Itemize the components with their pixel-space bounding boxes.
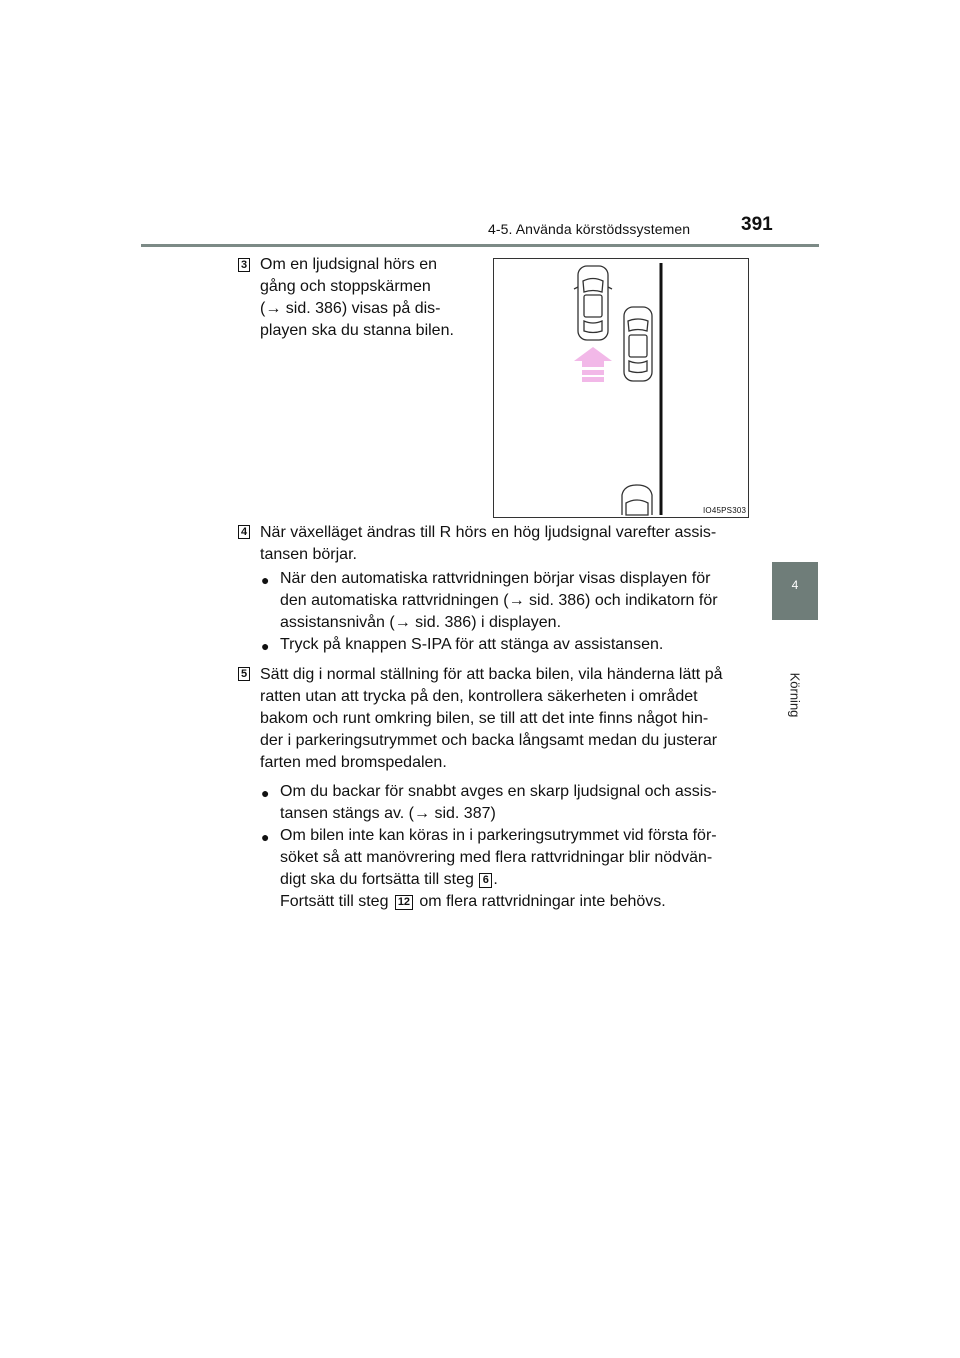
text-line: playen ska du stanna bilen. [260,322,454,339]
text-line: bakom och runt omkring bilen, se till att det inte finns något hin- [260,710,709,727]
chapter-tab [772,562,818,620]
bullet-icon: ● [261,785,270,801]
text-line: assistansnivån (→ sid. 386) i displayen. [280,614,562,631]
step-number-3: 3 [238,258,250,272]
step-4-bullet-2 [280,634,745,656]
bullet-icon: ● [261,829,270,845]
text-line: söket så att manövrering med flera rattvridningar blir nödvän- [280,849,713,866]
step-reference-12[interactable]: 12 [395,895,413,910]
text-fragment: Fortsätt till steg [280,893,389,910]
text-line: den automatiska rattvridningen (→ sid. 386) och indikatorn för [280,592,718,609]
parked-car-right [624,307,652,381]
bullet-icon: ● [261,572,270,588]
step-number-4: 4 [238,525,250,539]
step-5-bullet-1 [280,781,745,825]
text-fragment: om flera rattvridningar inte behövs. [419,893,666,910]
text-line: der i parkeringsutrymmet och backa långsamt medan du justerar [260,732,718,749]
step-4-bullet-1 [280,568,745,634]
parking-illustration [493,258,749,518]
figure-code: IO45PS303 [703,506,747,515]
text-line: Sätt dig i normal ställning för att backa bilen, vila händerna lätt på [260,666,723,683]
step-5-text [260,664,745,774]
step-number-5: 5 [238,667,250,681]
header-rule [141,244,819,247]
section-title: 4-5. Använda körstödssystemen [488,221,691,237]
text-line [280,891,745,913]
text-line: tansen börjar. [260,546,357,563]
text-line: gång och stoppskärmen [260,278,431,295]
car-bottom [622,485,652,515]
direction-arrow [574,347,612,382]
step-4-text [260,522,745,566]
step-reference-6[interactable]: 6 [479,873,492,888]
page-number: 391 [741,214,773,235]
bullet-icon: ● [261,638,270,654]
chapter-label: Körning [787,672,803,718]
text-fragment: digt ska du fortsätta till steg [280,871,474,888]
text-line: Om bilen inte kan köras in i parkeringsutrymmet vid första för- [280,827,717,844]
text-line: farten med bromspedalen. [260,754,447,771]
text-fragment: . [493,871,498,888]
text-line: När växelläget ändras till R hörs en hög ljudsignal varefter assis- [260,524,717,541]
text-line [280,869,745,891]
text-line: (→ sid. 386) visas på dis- [260,300,441,317]
chapter-number: 4 [791,578,799,592]
text-line: När den automatiska rattvridningen börjar visas displayen för [280,570,711,587]
text-line: Tryck på knappen S-IPA för att stänga av assistansen. [280,636,664,653]
own-car [574,266,612,340]
text-line: Om du backar för snabbt avges en skarp ljudsignal och assis- [280,783,717,800]
text-line: tansen stängs av. (→ sid. 387) [280,805,496,822]
text-line: ratten utan att trycka på den, kontrollera säkerheten i området [260,688,698,705]
text-line: Om en ljudsignal hörs en [260,256,437,273]
parking-diagram [494,259,748,517]
step-5-bullet-2 [280,825,745,913]
step-3-text [260,254,463,342]
